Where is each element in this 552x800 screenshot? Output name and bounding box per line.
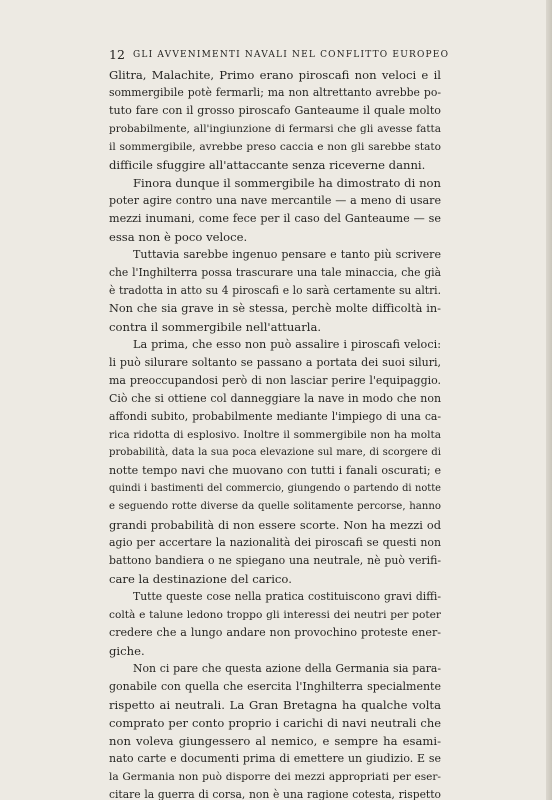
text-line: tuto fare con il grosso piroscafo Ganteaume il quale molto [109, 104, 441, 117]
page-number: 12 [109, 47, 125, 62]
text-line: agio per accertare la nazionalità dei piroscafi se questi non [109, 536, 441, 549]
text-line: poter agire contro una nave mercantile — a meno di usare [109, 194, 441, 207]
text-line: Tutte queste cose nella pratica costituiscono gravi diffi- [133, 590, 441, 603]
text-line: Ciò che si ottiene col danneggiare la nave in modo che non [109, 392, 441, 405]
text-line: la Germania non può disporre dei mezzi appropriati per eser- [109, 771, 441, 783]
text-line: contra il sommergibile nell'attuarla. [109, 320, 322, 334]
text-line: il sommergibile, avrebbe preso caccia e non gli sarebbe stato [109, 141, 441, 153]
text-line: nato carte e documenti prima di emettere un giudizio. E se [109, 752, 441, 765]
text-line: rispetto ai neutrali. La Gran Bretagna ha qualche volta [109, 698, 441, 712]
text-line: battono bandiera o ne spiegano una neutrale, nè può verifi- [109, 554, 441, 567]
body-text [109, 66, 441, 800]
text-line: Tuttavia sarebbe ingenuo pensare e tanto più scrivere [133, 248, 441, 261]
text-line: rica ridotta di esplosivo. Inoltre il sommergibile non ha molta [109, 429, 441, 441]
text-line: non voleva giungessero al nemico, e sempre ha esami- [109, 734, 441, 748]
text-line: ma preoccupandosi però di non lasciar perire l'equipaggio. [109, 374, 441, 387]
text-line: care la destinazione del carico. [109, 572, 292, 586]
text-line: Finora dunque il sommergibile ha dimostrato di non [133, 176, 441, 190]
text-line: giche. [109, 644, 145, 658]
text-line: probabilità, data la sua poca elevazione sul mare, di scorgere di [109, 447, 441, 458]
text-line: mezzi inumani, come fece per il caso del Ganteaume — se [109, 212, 441, 225]
text-line: e seguendo rotte diverse da quelle solitamente percorse, hanno [109, 501, 441, 512]
text-line: comprato per conto proprio i carichi di navi neutrali che [109, 716, 441, 730]
text-line: Non che sia grave in sè stessa, perchè molte difficoltà in- [109, 302, 441, 315]
text-line: credere che a lungo andare non provochino proteste ener- [109, 626, 441, 639]
text-line: li può silurare soltanto se passano a portata dei suoi siluri, [109, 356, 441, 369]
text-line: quindi i bastimenti del commercio, giungendo o partendo di notte [109, 483, 441, 494]
text-line: sommergibile potè fermarli; ma non altrettanto avrebbe po- [109, 86, 441, 99]
text-line: che l'Inghilterra possa trascurare una tale minaccia, che già [109, 266, 441, 279]
page-edge-shadow [546, 0, 552, 800]
text-line: è tradotta in atto su 4 piroscafi e lo sarà certamente su altri. [109, 284, 441, 297]
text-line: notte tempo navi che muovano con tutti i fanali oscurati; e [109, 464, 441, 477]
text-line: difficile sfuggire all'attaccante senza riceverne danni. [109, 158, 426, 172]
text-line: citare la guerra di corsa, non è una ragione cotesta, rispetto [109, 788, 441, 800]
text-line: grandi probabilità di non essere scorte. Non ha mezzi od [109, 518, 441, 532]
text-line: Glitra, Malachite, Primo erano piroscafi non veloci e il [109, 68, 441, 82]
text-line: Non ci pare che questa azione della Germania sia para- [133, 662, 441, 675]
text-line: affondi subito, probabilmente mediante l'impiego di una ca- [109, 410, 441, 423]
text-line: La prima, che esso non può assalire i piroscafi veloci: [133, 338, 441, 351]
text-line: coltà e talune ledono troppo gli interessi dei neutri per poter [109, 608, 441, 621]
text-line: probabilmente, all'ingiunzione di fermarsi che gli avesse fatta [109, 123, 441, 135]
text-line: gonabile con quella che esercita l'Inghilterra specialmente [109, 680, 441, 693]
text-line: essa non è poco veloce. [109, 230, 248, 244]
running-head: GLI AVVENIMENTI NAVALI NEL CONFLITTO EUROPEO [133, 50, 450, 60]
page-header [109, 47, 449, 63]
